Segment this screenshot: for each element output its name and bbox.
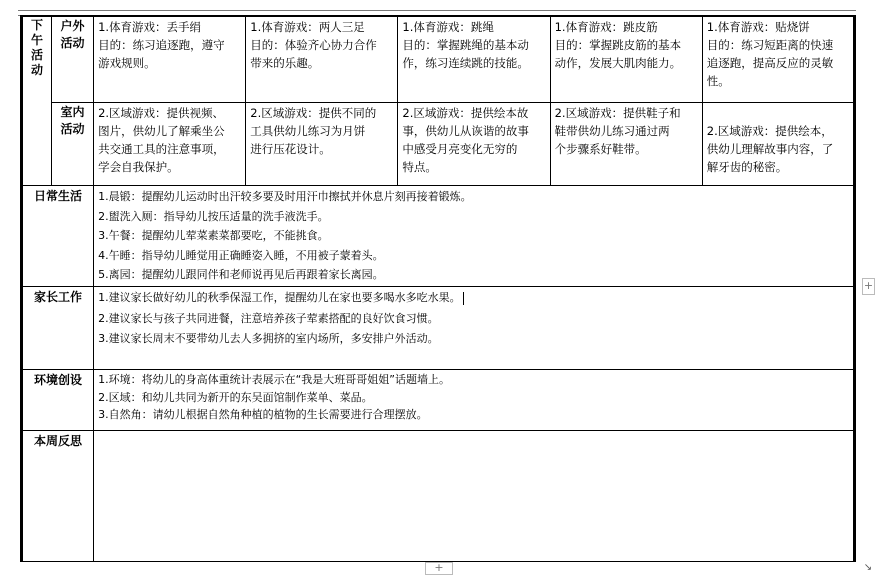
label-char: 活动 — [60, 122, 85, 136]
environment-content[interactable] — [94, 370, 855, 431]
environment-row — [22, 370, 855, 431]
parent-item: 3.建议家长周末不要带幼儿去人多拥挤的室内场所，多安排户外活动。 — [98, 332, 439, 345]
indoor-cell-line: 2.区域游戏：提供绘本故 — [402, 106, 529, 120]
indoor-cell-4[interactable] — [550, 103, 702, 186]
outdoor-cell-line: 1.体育游戏：丢手绢 — [98, 20, 202, 34]
indoor-cell-line: 图片，供幼儿了解乘坐公 — [98, 124, 225, 138]
label-char: 室内 — [60, 105, 85, 119]
outdoor-cell-line: 1.体育游戏：跳绳 — [402, 20, 494, 34]
text-cursor — [463, 292, 464, 305]
daily-item: 2.盥洗入厕：指导幼儿按压适量的洗手液洗手。 — [98, 209, 329, 223]
indoor-cell-2[interactable] — [246, 103, 398, 186]
environment-item: 2.区域：和幼儿共同为新开的东吴面馆制作菜单、菜品。 — [98, 390, 373, 404]
indoor-activity-label[interactable] — [52, 103, 94, 186]
indoor-cell-line: 事，供幼儿从诙谐的故事 — [402, 124, 529, 138]
outdoor-cell-line: 目的：练习追逐跑，遵守 — [98, 38, 225, 52]
daily-item: 1.晨锻：提醒幼儿运动时出汗较多要及时用汗巾擦拭并休息片刻再接着锻炼。 — [98, 190, 472, 203]
afternoon-indoor-row — [22, 103, 855, 186]
afternoon-activity-label[interactable] — [22, 16, 52, 186]
reflection-label[interactable]: 本周反思 — [22, 431, 94, 562]
daily-life-label[interactable]: 日常生活 — [22, 186, 94, 287]
outdoor-cell-line: 目的：体验齐心协力合作 — [250, 38, 377, 52]
indoor-cell-5[interactable] — [702, 103, 854, 186]
parent-work-content[interactable] — [94, 287, 855, 370]
outdoor-cell-line: 动作，发展大肌肉能力。 — [554, 56, 682, 70]
indoor-cell-line: 共交通工具的注意事项， — [98, 142, 225, 156]
parent-item: 1.建议家长做好幼儿的秋季保湿工作，提醒幼儿在家也要多喝水多吃水果。 — [98, 288, 849, 309]
indoor-cell-line: 2.区域游戏：提供鞋子和 — [554, 106, 681, 120]
indoor-cell-3[interactable] — [398, 103, 550, 186]
label-char: 动 — [31, 63, 44, 77]
label-char: 活动 — [60, 36, 85, 50]
daily-item: 4.午睡：指导幼儿睡觉用正确睡姿入睡，不用被子蒙着头。 — [98, 248, 384, 262]
outdoor-cell-2[interactable] — [246, 16, 398, 103]
label-char: 下 — [31, 18, 44, 32]
indoor-cell-line: 特点。 — [402, 160, 437, 174]
daily-item: 3.午餐：提醒幼儿荤菜素菜都要吃，不能挑食。 — [98, 229, 329, 242]
indoor-cell-1[interactable] — [94, 103, 246, 186]
outdoor-cell-3[interactable] — [398, 16, 550, 103]
indoor-cell-line: 学会自我保护。 — [98, 160, 179, 174]
outdoor-activity-label[interactable] — [52, 16, 94, 103]
outdoor-cell-line: 性。 — [706, 74, 730, 88]
environment-item: 1.环境：将幼儿的身高体重统计表展示在“我是大班哥哥姐姐”话题墙上。 — [98, 373, 450, 386]
indoor-cell-line: 2.区域游戏：提供绘本， — [706, 124, 833, 138]
parent-item: 2.建议家长与孩子共同进餐，注意培养孩子荤素搭配的良好饮食习惯。 — [98, 311, 439, 325]
add-column-button[interactable]: + — [862, 278, 875, 295]
outdoor-cell-line: 追逐跑，提高反应的灵敏 — [706, 56, 834, 70]
indoor-cell-line — [707, 104, 849, 122]
weekly-plan-table — [20, 15, 856, 562]
label-char: 户外 — [60, 19, 85, 33]
outdoor-cell-line: 带来的乐趣。 — [250, 56, 320, 70]
indoor-cell-line: 解牙齿的秘密。 — [706, 160, 788, 174]
daily-item: 5.离园：提醒幼儿跟同伴和老师说再见后再跟着家长离园。 — [98, 268, 384, 281]
indoor-cell-line: 供幼儿理解故事内容，了 — [706, 142, 834, 156]
label-char: 午 — [31, 33, 44, 47]
parent-work-row — [22, 287, 855, 370]
outdoor-cell-line: 游戏规则。 — [98, 56, 156, 70]
reflection-content[interactable] — [94, 431, 855, 562]
indoor-cell-line: 进行压花设计。 — [250, 142, 331, 156]
parent-work-label[interactable]: 家长工作 — [22, 287, 94, 370]
indoor-cell-line: 鞋带供幼儿练习通过两 — [554, 124, 670, 138]
indoor-cell-line: 中感受月亮变化无穷的 — [402, 142, 518, 156]
environment-item: 3.自然角：请幼儿根据自然角种植的植物的生长需要进行合理摆放。 — [98, 408, 428, 421]
daily-life-row — [22, 186, 855, 287]
indoor-cell-line: 2.区域游戏：提供视频、 — [98, 106, 225, 120]
afternoon-outdoor-row — [22, 16, 855, 103]
label-char: 活 — [31, 48, 44, 62]
indoor-cell-line: 2.区域游戏：提供不同的 — [250, 106, 377, 120]
outdoor-cell-line: 目的：掌握跳皮筋的基本 — [554, 38, 682, 52]
indoor-cell-line: 工具供幼儿练习为月饼 — [250, 124, 366, 138]
indoor-cell-line: 个步骤系好鞋带。 — [554, 142, 647, 156]
outdoor-cell-line: 目的：掌握跳绳的基本动 — [402, 38, 529, 52]
add-row-button[interactable]: + — [425, 562, 453, 575]
outdoor-cell-line: 目的：练习短距离的快速 — [706, 38, 834, 52]
outdoor-cell-line: 作，练习连续跳的技能。 — [402, 56, 529, 70]
outdoor-cell-1[interactable] — [94, 16, 246, 103]
daily-life-content[interactable] — [94, 186, 855, 287]
table-resize-handle[interactable]: ↘ — [863, 562, 873, 573]
outdoor-cell-line: 1.体育游戏：贴烧饼 — [706, 20, 810, 34]
environment-label[interactable]: 环境创设 — [22, 370, 94, 431]
outdoor-cell-line: 1.体育游戏：两人三足 — [250, 20, 365, 34]
outdoor-cell-5[interactable] — [702, 16, 854, 103]
outdoor-cell-line: 1.体育游戏：跳皮筋 — [554, 20, 658, 34]
outdoor-cell-4[interactable] — [550, 16, 702, 103]
reflection-row — [22, 431, 855, 562]
